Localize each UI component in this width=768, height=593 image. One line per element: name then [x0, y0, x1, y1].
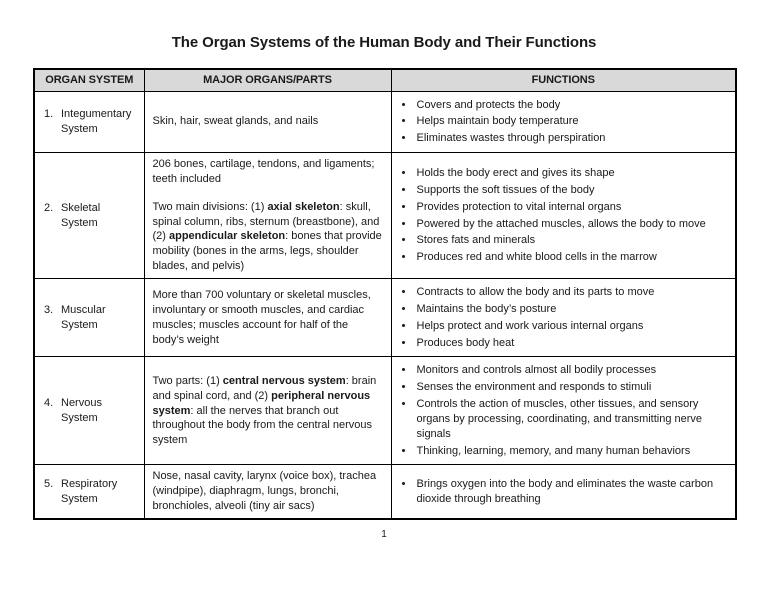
organ-system-cell [34, 465, 144, 519]
row-number: 5. [44, 477, 54, 490]
organ-system-cell [34, 279, 144, 357]
function-item: • Eliminates wastes through perspiration [415, 131, 728, 146]
row-number: 1. [44, 107, 54, 120]
table-row [34, 153, 736, 279]
functions-cell [391, 465, 736, 519]
system-name: Integumentary System [61, 107, 132, 135]
functions-cell [391, 91, 736, 153]
organ-system-cell [34, 91, 144, 153]
function-item: • Produces body heat [415, 336, 728, 351]
major-organs-cell [144, 357, 391, 465]
function-item: • Contracts to allow the body and its parts to move [415, 285, 728, 300]
organ-system-label [44, 303, 140, 333]
function-item: • Holds the body erect and gives its shape [415, 166, 728, 181]
system-name: Nervous System [61, 397, 102, 424]
organ-systems-table [33, 68, 737, 520]
row-number: 2. [44, 201, 54, 214]
organs-paragraph: More than 700 voluntary or skeletal muscles, involuntary or smooth muscles, and cardiac muscles; muscles account for half of the body’s weight [152, 289, 371, 346]
table-row [34, 357, 736, 465]
page-number: 1 [381, 529, 387, 540]
header-major-organs: MAJOR ORGANS/PARTS [144, 69, 391, 91]
system-name: Muscular System [61, 303, 106, 331]
functions-cell [391, 357, 736, 465]
table-row [34, 91, 736, 153]
system-name: Skeletal System [61, 201, 101, 229]
header-organ-system: ORGAN SYSTEM [34, 69, 144, 91]
function-item: • Supports the soft tissues of the body [415, 183, 728, 198]
major-organs-cell [144, 91, 391, 153]
table-row [34, 279, 736, 357]
page-title: The Organ Systems of the Human Body and Their Functions [171, 34, 597, 51]
organ-system-label [44, 396, 140, 426]
function-item: • Stores fats and minerals [415, 233, 728, 248]
function-item: • Thinking, learning, memory, and many human behaviors [415, 444, 728, 459]
function-item: • Brings oxygen into the body and eliminates the waste carbon dioxide through breathing [415, 477, 728, 507]
function-item: • Monitors and controls almost all bodily processes [415, 363, 728, 378]
organs-paragraph: Two parts: (1) central nervous system: brain and spinal cord, and (2) peripheral nervous system: all the nerves that branch out throughout the body from the central nervous system [152, 374, 377, 447]
functions-cell [391, 153, 736, 279]
table-body [34, 91, 736, 519]
organs-paragraph: Skin, hair, sweat glands, and nails [152, 115, 319, 128]
function-item: • Helps maintain body temperature [415, 114, 728, 129]
major-organs-cell [144, 279, 391, 357]
functions-list [398, 363, 728, 458]
organs-paragraph: Nose, nasal cavity, larynx (voice box), trachea (windpipe), diaphragm, lungs, bronchi, bronchioles, alveoli (tiny air sacs) [152, 470, 377, 513]
organ-system-label [44, 477, 140, 507]
function-item: • Provides protection to vital internal organs [415, 200, 728, 215]
major-organs-cell [144, 465, 391, 519]
organ-system-cell [34, 153, 144, 279]
header-functions: FUNCTIONS [391, 69, 736, 91]
function-item: • Helps protect and work various internal organs [415, 319, 728, 334]
function-item: • Produces red and white blood cells in the marrow [415, 250, 728, 265]
function-item: • Senses the environment and responds to stimuli [415, 380, 728, 395]
table-header [34, 69, 736, 91]
functions-list [398, 477, 728, 507]
organs-paragraph: 206 bones, cartilage, tendons, and ligaments; teeth included [152, 158, 375, 185]
function-item: • Powered by the attached muscles, allows the body to move [415, 217, 728, 232]
table-header-row [34, 69, 736, 91]
row-number: 3. [44, 303, 54, 316]
functions-list [398, 166, 728, 265]
organ-system-cell [34, 357, 144, 465]
system-name: Respiratory System [61, 477, 118, 505]
function-item: • Maintains the body’s posture [415, 302, 728, 317]
functions-list [398, 98, 728, 147]
functions-cell [391, 279, 736, 357]
function-item: • Covers and protects the body [415, 98, 728, 113]
functions-list [398, 285, 728, 350]
row-number: 4. [44, 397, 54, 410]
function-item: • Controls the action of muscles, other tissues, and sensory organs by processing, coordinating, and transmitting nerve signals [415, 397, 728, 442]
organ-system-label [44, 107, 140, 137]
organ-system-label [44, 201, 140, 231]
table-row [34, 465, 736, 519]
major-organs-cell [144, 153, 391, 279]
organs-paragraph: Two main divisions: (1) axial skeleton: skull, spinal column, ribs, sternum (breastbone), and (2) appendicular skeleton: bones that provide mobility (bones in the arms, legs, shoulder blades, and pelvis) [152, 200, 382, 273]
